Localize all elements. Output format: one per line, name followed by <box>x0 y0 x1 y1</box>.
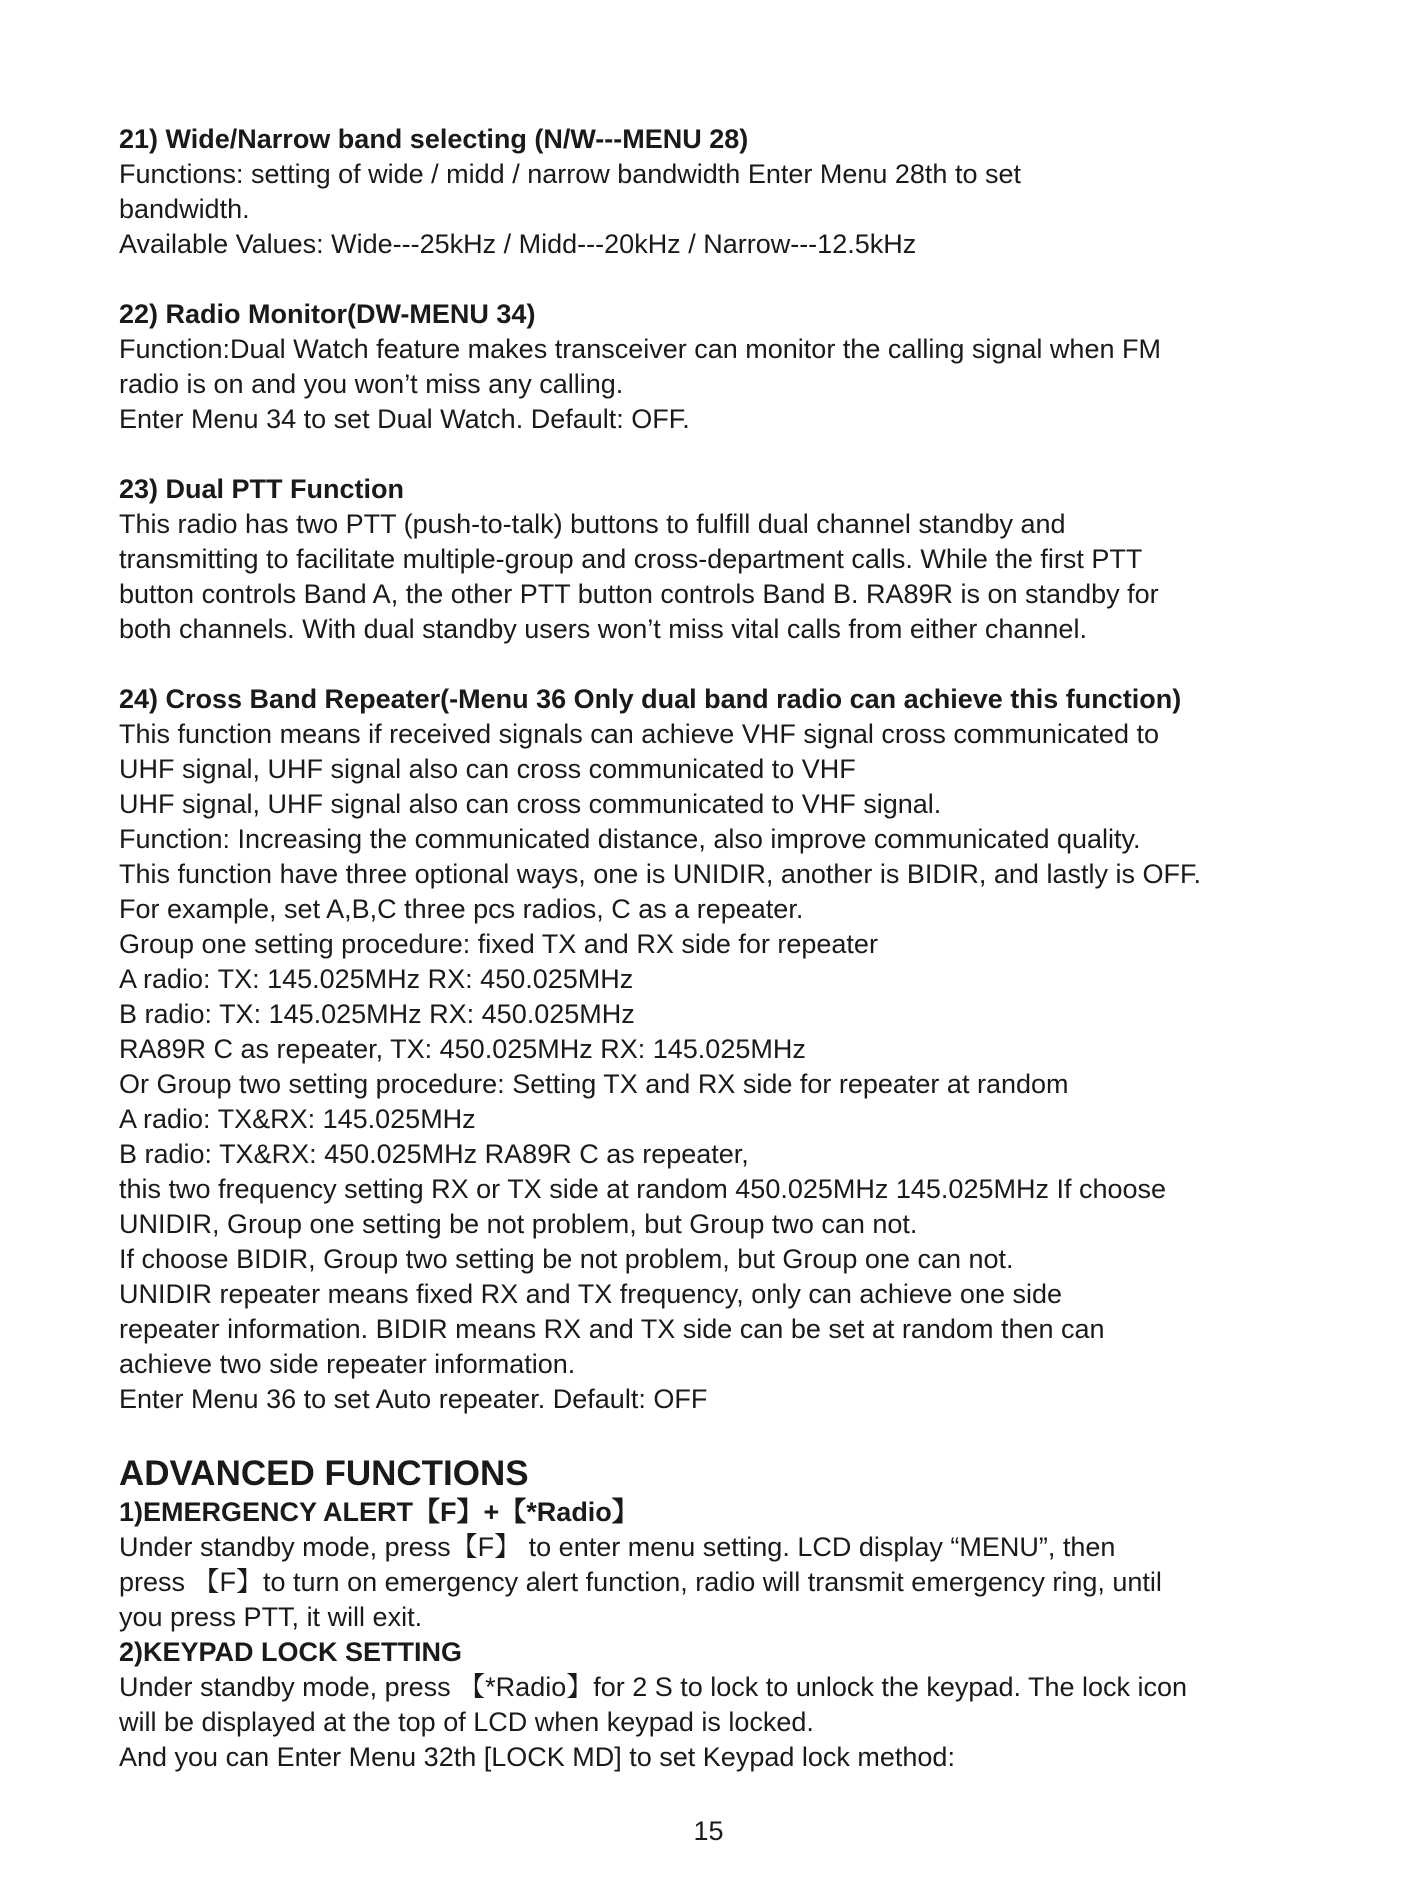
body-line: UNIDIR repeater means fixed RX and TX frequency, only can achieve one side <box>119 1279 1062 1309</box>
body-line: bandwidth. <box>119 194 250 224</box>
body-line: repeater information. BIDIR means RX and TX side can be set at random then can <box>119 1314 1105 1344</box>
body-line: For example, set A,B,C three pcs radios, C as a repeater. <box>119 894 804 924</box>
body-line: both channels. With dual standby users won’t miss vital calls from either channel. <box>119 614 1087 644</box>
manual-page <box>119 122 1369 1775</box>
section-24 <box>119 682 1369 1417</box>
body-line: This function means if received signals can achieve VHF signal cross communicated to <box>119 719 1159 749</box>
body-line: RA89R C as repeater, TX: 450.025MHz RX: 145.025MHz <box>119 1034 806 1064</box>
body-line: A radio: TX&RX: 145.025MHz <box>119 1104 476 1134</box>
section-21 <box>119 122 1369 262</box>
spacer <box>119 437 1369 472</box>
body-line: A radio: TX: 145.025MHz RX: 450.025MHz <box>119 964 634 994</box>
advanced-functions-title: ADVANCED FUNCTIONS <box>119 1454 529 1493</box>
body-line: Available Values: Wide---25kHz / Midd---20kHz / Narrow---12.5kHz <box>119 229 917 259</box>
body-line: Enter Menu 34 to set Dual Watch. Default: OFF. <box>119 404 690 434</box>
body-line: Group one setting procedure: fixed TX and RX side for repeater <box>119 929 878 959</box>
body-line: you press PTT, it will exit. <box>119 1602 423 1632</box>
body-line: Function:Dual Watch feature makes transceiver can monitor the calling signal when FM <box>119 334 1161 364</box>
body-line: Or Group two setting procedure: Setting TX and RX side for repeater at random <box>119 1069 1069 1099</box>
body-line: Functions: setting of wide / midd / narrow bandwidth Enter Menu 28th to set <box>119 159 1021 189</box>
body-line: press 【F】to turn on emergency alert function, radio will transmit emergency ring, until <box>119 1567 1162 1597</box>
body-line: This function have three optional ways, one is UNIDIR, another is BIDIR, and lastly is OFF. <box>119 859 1201 889</box>
body-line: Under standby mode, press【F】 to enter menu setting. LCD display “MENU”, then <box>119 1532 1116 1562</box>
body-line: UNIDIR, Group one setting be not problem, but Group two can not. <box>119 1209 918 1239</box>
section-22 <box>119 297 1369 437</box>
body-line: this two frequency setting RX or TX side at random 450.025MHz 145.025MHz If choose <box>119 1174 1167 1204</box>
body-line: UHF signal, UHF signal also can cross communicated to VHF <box>119 754 856 784</box>
body-line: UHF signal, UHF signal also can cross communicated to VHF signal. <box>119 789 942 819</box>
page-number: 15 <box>693 1816 724 1846</box>
spacer <box>119 647 1369 682</box>
body-line: This radio has two PTT (push-to-talk) buttons to fulfill dual channel standby and <box>119 509 1066 539</box>
section-heading: 22) Radio Monitor(DW-MENU 34) <box>119 299 536 329</box>
section-heading: 2)KEYPAD LOCK SETTING <box>119 1637 463 1667</box>
section-heading: 23) Dual PTT Function <box>119 474 405 504</box>
advanced-section-emergency-alert <box>119 1495 1369 1635</box>
body-line: Enter Menu 36 to set Auto repeater. Default: OFF <box>119 1384 708 1414</box>
section-heading: 1)EMERGENCY ALERT【F】+【*Radio】 <box>119 1497 639 1527</box>
body-line: And you can Enter Menu 32th [LOCK MD] to set Keypad lock method: <box>119 1742 955 1772</box>
section-23 <box>119 472 1369 647</box>
advanced-section-keypad-lock <box>119 1635 1369 1775</box>
body-line: If choose BIDIR, Group two setting be not problem, but Group one can not. <box>119 1244 1014 1274</box>
body-line: B radio: TX: 145.025MHz RX: 450.025MHz <box>119 999 635 1029</box>
body-line: button controls Band A, the other PTT button controls Band B. RA89R is on standby for <box>119 579 1159 609</box>
spacer <box>119 262 1369 297</box>
section-heading: 24) Cross Band Repeater(-Menu 36 Only dual band radio can achieve this function) <box>119 684 1182 714</box>
body-line: will be displayed at the top of LCD when keypad is locked. <box>119 1707 814 1737</box>
body-line: Function: Increasing the communicated distance, also improve communicated quality. <box>119 824 1141 854</box>
body-line: achieve two side repeater information. <box>119 1349 576 1379</box>
body-line: transmitting to facilitate multiple-group and cross-department calls. While the first PTT <box>119 544 1143 574</box>
body-line: radio is on and you won’t miss any calling. <box>119 369 624 399</box>
section-heading: 21) Wide/Narrow band selecting (N/W---MENU 28) <box>119 124 749 154</box>
body-line: Under standby mode, press 【*Radio】for 2 S to lock to unlock the keypad. The lock icon <box>119 1672 1188 1702</box>
body-line: B radio: TX&RX: 450.025MHz RA89R C as repeater, <box>119 1139 749 1169</box>
